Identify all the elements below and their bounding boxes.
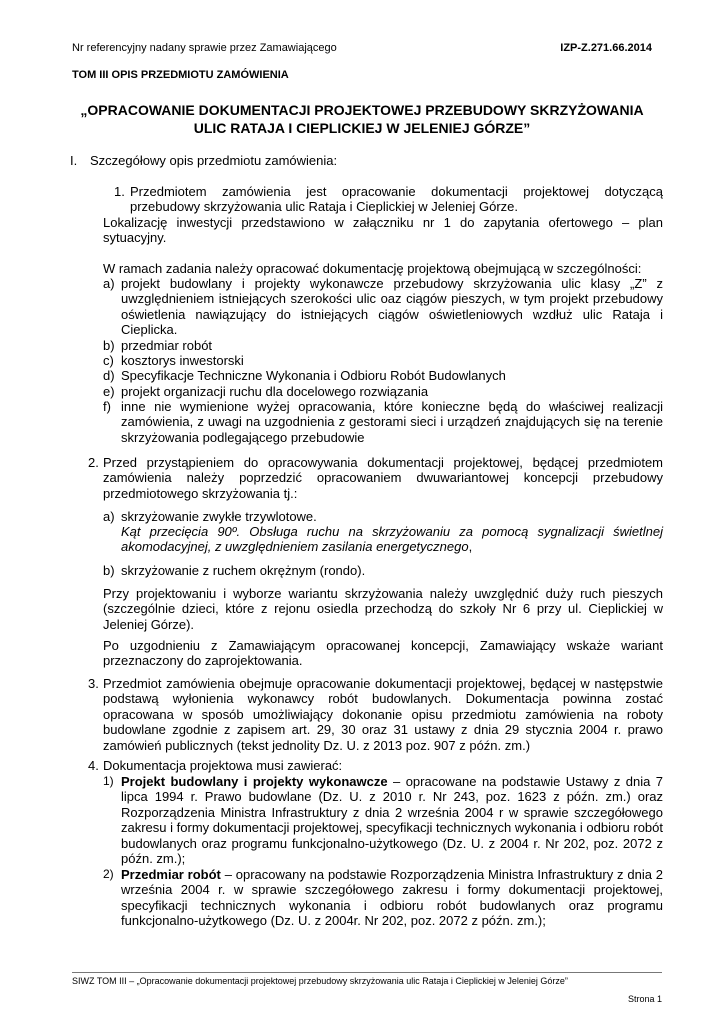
deliverable-2-number: 2) <box>103 867 114 881</box>
scope-item-c-letter: c) <box>103 353 114 368</box>
point-2-text: Przed przystąpieniem do opracowywania dokumentacji projektowej, będącej przedmiotem zamówienia należy poprzedzić opracowaniem dwuwariantowej koncepcji przebudowy przedmiotowego skrzyżowania tj.: <box>103 455 663 501</box>
footer-text: SIWZ TOM III – „Opracowanie dokumentacji projektowej przebudowy skrzyżowania ulic Rataja i Cieplickiej w Jeleniej Górze” <box>72 976 568 986</box>
scope-item-b: przedmiar robót <box>121 338 213 353</box>
point-4-number: 4. <box>88 758 99 773</box>
scope-item-a: projekt budowlany i projekty wykonawcze przebudowy skrzyżowania ulic klasy „Z” z uwzględnieniem istniejących szerokości ulic oaz ciągów pieszych, w tym projekt przebudowy oświetlenia nawiązujący do istniejących ciągów oświetleniowych wzdłuż ulic Rataja i Cieplicka. <box>121 276 663 338</box>
variant-a-letter: a) <box>103 509 115 524</box>
reference-number: IZP-Z.271.66.2014 <box>560 42 652 54</box>
point-4-intro: Dokumentacja projektowa musi zawierać: <box>103 758 343 773</box>
scope-item-d: Specyfikacje Techniczne Wykonania i Odbioru Robót Budowlanych <box>121 368 506 383</box>
footer-divider <box>72 972 662 973</box>
scope-item-b-letter: b) <box>103 338 115 353</box>
deliverable-1-number: 1) <box>103 774 114 788</box>
scope-item-e: projekt organizacji ruchu dla docelowego rozwiązania <box>121 384 429 399</box>
variant-a-details <box>121 524 663 555</box>
point-1-text: Przedmiotem zamówienia jest opracowanie dokumentacji projektowej dotyczącą przebudowy skrzyżowania ulic Rataja i Cieplickiej w Jeleniej Górze. <box>130 184 663 215</box>
deliverable-1 <box>121 774 663 866</box>
scope-intro: W ramach zadania należy opracować dokumentację projektową obejmującą w szczególności: <box>103 261 642 276</box>
approval-note: Po uzgodnieniu z Zamawiającym opracowanej koncepcji, Zamawiający wskaże wariant przeznaczony do zaprojektowania. <box>103 638 663 669</box>
scope-item-a-letter: a) <box>103 276 115 291</box>
deliverable-2 <box>121 867 663 929</box>
scope-item-f: inne nie wymienione wyżej opracowania, które konieczne będą do właściwej realizacji zamówienia, z uwagi na uzgodnienia z gestorami sieci i urządzeń znajdujących się na terenie skrzyżowania podlegającego przebudowie <box>121 399 663 445</box>
section-heading: Szczegółowy opis przedmiotu zamówienia: <box>90 153 338 168</box>
document-title <box>72 101 652 137</box>
variant-a-italic: Kąt przecięcia 90º. Obsługa ruchu na skrzyżowaniu za pomocą sygnalizacji świetlnej akomodacyjnej, z uwzględnieniem zasilania energetycznego <box>121 524 663 555</box>
point-2-number: 2. <box>88 455 99 470</box>
reference-label: Nr referencyjny nadany sprawie przez Zamawiającego <box>72 42 337 54</box>
title-line-2: ULIC RATAJA I CIEPLICKIEJ W JELENIEJ GÓRZE” <box>193 120 531 136</box>
variant-b-letter: b) <box>103 563 115 578</box>
variant-a-text: skrzyżowanie zwykłe trzywlotowe. <box>121 509 317 524</box>
page-number: Strona 1 <box>627 994 662 1004</box>
point-3-text: Przedmiot zamówienia obejmuje opracowanie dokumentacji projektowej, będącej w następstwie podstawą wyłonienia wykonawcy robót budowlanych. Dokumentacja powinna zostać opracowana w sposób umożliwiający dokonanie opisu przedmiotu zamówienia na roboty budowlane zgodnie z zapisem art. 29, 30 oraz 31 ustawy z dnia 29 stycznia 2004 r. prawo zamówień publicznych (tekst jednolity Dz. U. z 2013 poz. 907 z późn. zm.) <box>103 676 663 753</box>
section-number: I. <box>70 153 78 168</box>
deliverable-1-name: Projekt budowlany i projekty wykonawcze <box>121 774 388 789</box>
location-note: Lokalizację inwestycji przedstawiono w załączniku nr 1 do zapytania ofertowego – plan sytuacyjny. <box>103 215 663 246</box>
volume-title: TOM III OPIS PRZEDMIOTU ZAMÓWIENIA <box>72 69 289 81</box>
scope-item-d-letter: d) <box>103 368 115 383</box>
point-1-number: 1. <box>114 184 125 199</box>
variant-b-text: skrzyżowanie z ruchem okrężnym (rondo). <box>121 563 366 578</box>
deliverable-2-text: – opracowany na podstawie Rozporządzenia Ministra Infrastruktury z dnia 2 września 2004 r. w sprawie szczegółowego zakresu i formy dokumentacji projektowej, specyfikacji technicznych wykonania i odbioru robót budowlanych oraz programu funkcjonalno-użytkowego (Dz. U. z 2004r. Nr 202, poz. 2072 z późn. zm.); <box>121 867 663 929</box>
scope-item-e-letter: e) <box>103 384 115 399</box>
pedestrian-note: Przy projektowaniu i wyborze wariantu skrzyżowania należy uwzględnić duży ruch pieszych (szczególnie dzieci, które z rejonu osiedla przechodzą do szkoły Nr 6 przy ul. Cieplickiej w Jeleniej Górze). <box>103 586 663 632</box>
variant-a-comma: , <box>468 539 473 555</box>
point-3-number: 3. <box>88 676 99 691</box>
page-header <box>72 42 652 54</box>
deliverable-1-text: – opracowane na podstawie Ustawy z dnia 7 lipca 1994 r. Prawo budowlane (Dz. U. z 2010 r. Nr 243, poz. 1623 z późn. zm.) oraz Rozporządzenia Ministra Infrastruktury z dnia 2 września 2004 r w sprawie szczegółowego zakresu i formy dokumentacji projektowej, specyfikacji technicznych wykonania i odbioru robót budowlanych oraz programu funkcjonalno-użytkowego (Dz. U. z 2004 r. Nr 202, poz. 2072 z późn. zm.); <box>121 774 663 867</box>
deliverable-2-name: Przedmiar robót <box>121 867 221 882</box>
title-line-1: „OPRACOWANIE DOKUMENTACJI PROJEKTOWEJ PRZEBUDOWY SKRZYŻOWANIA <box>80 102 644 118</box>
scope-item-f-letter: f) <box>103 399 111 414</box>
scope-item-c: kosztorys inwestorski <box>121 353 244 368</box>
